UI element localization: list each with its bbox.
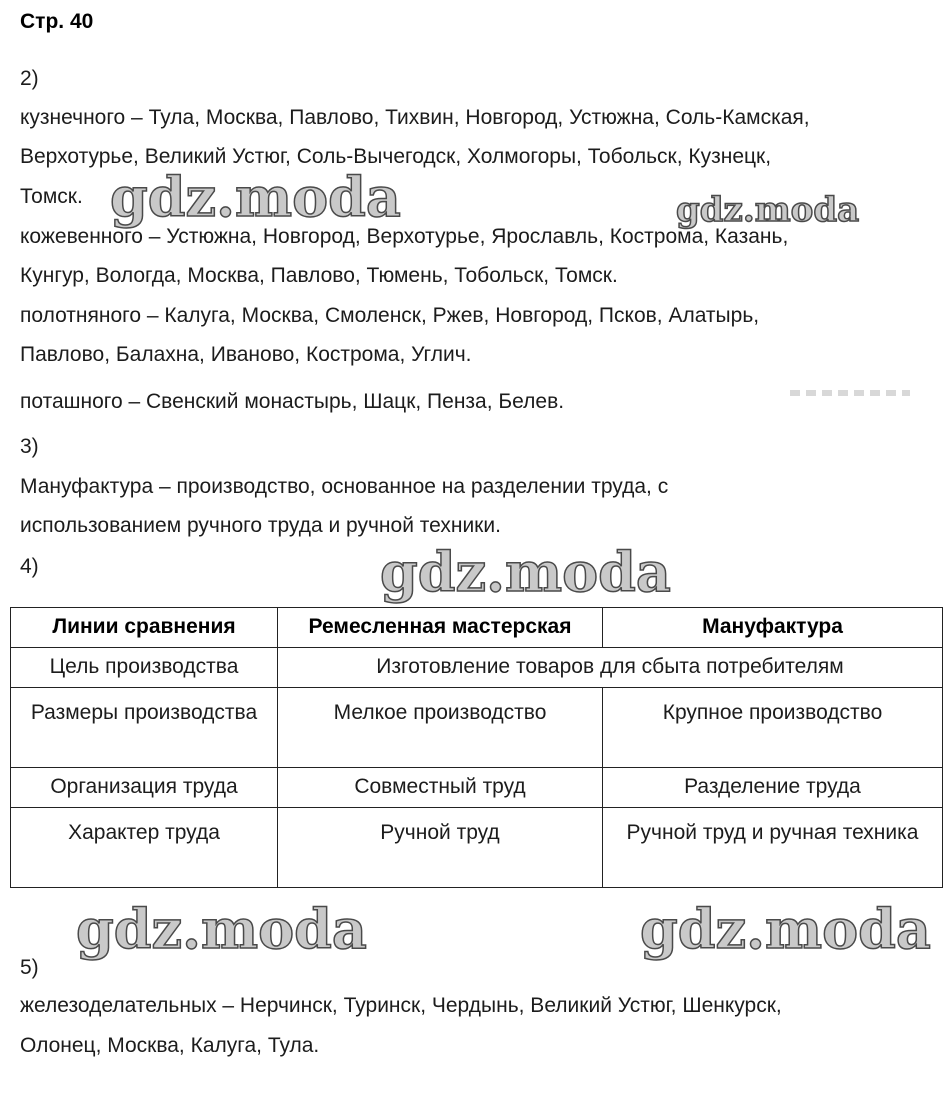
- section-2-line-6: полотняного – Калуга, Москва, Смоленск, Ржев, Новгород, Псков, Алатырь,: [20, 304, 760, 327]
- section-3-line-2: использованием ручного труда и ручной техники.: [20, 514, 501, 537]
- section-3-number: 3): [20, 435, 39, 458]
- table-cell-craft: Ручной труд: [278, 808, 603, 888]
- table-cell-craft: Совместный труд: [278, 768, 603, 808]
- section-5-line-1: железоделательных – Нерчинск, Туринск, Чердынь, Великий Устюг, Шенкурск,: [20, 994, 782, 1017]
- section-4-number: 4): [20, 555, 39, 578]
- table-row-label: Размеры производства: [11, 688, 278, 768]
- page-title: Стр. 40: [20, 10, 94, 33]
- comparison-table: [10, 607, 943, 888]
- table-row-label: Характер труда: [11, 808, 278, 888]
- section-5-line-2: Олонец, Москва, Калуга, Тула.: [20, 1034, 320, 1057]
- table-row-label: Организация труда: [11, 768, 278, 808]
- table-header-cell: Линии сравнения: [11, 608, 278, 648]
- watermark-logo: gdz.moda: [76, 897, 367, 961]
- section-2-line-8: поташного – Свенский монастырь, Шацк, Пенза, Белев.: [20, 390, 565, 413]
- table-cell-manufactory: Разделение труда: [603, 768, 943, 808]
- table-row: [11, 808, 943, 888]
- watermark-logo: gdz.moda: [676, 190, 860, 230]
- watermark-logo: gdz.moda: [110, 165, 401, 229]
- table-row: [11, 768, 943, 808]
- section-2-number: 2): [20, 67, 39, 90]
- table-header-cell: Ремесленная мастерская: [278, 608, 603, 648]
- watermark-logo: gdz.moda: [380, 540, 671, 604]
- faint-watermark-fragment: [790, 390, 910, 396]
- table-cell-craft: Мелкое производство: [278, 688, 603, 768]
- section-2-line-1: кузнечного – Тула, Москва, Павлово, Тихвин, Новгород, Устюжна, Соль-Камская,: [20, 106, 810, 129]
- section-2-line-2: Верхотурье, Великий Устюг, Соль-Вычегодск, Холмогоры, Тобольск, Кузнецк,: [20, 145, 772, 168]
- table-row: [11, 688, 943, 768]
- table-cell-manufactory: Ручной труд и ручная техника: [603, 808, 943, 888]
- watermark-logo: gdz.moda: [640, 897, 931, 961]
- section-2-line-5: Кунгур, Вологда, Москва, Павлово, Тюмень, Тобольск, Томск.: [20, 264, 618, 287]
- table-row: [11, 648, 943, 688]
- section-3-line-1: Мануфактура – производство, основанное на разделении труда, с: [20, 475, 669, 498]
- table-row-label: Цель производства: [11, 648, 278, 688]
- table-cell-manufactory: Крупное производство: [603, 688, 943, 768]
- table-header-cell: Мануфактура: [603, 608, 943, 648]
- section-2-line-3: Томск.: [20, 185, 83, 208]
- section-2-line-7: Павлово, Балахна, Иваново, Кострома, Углич.: [20, 343, 472, 366]
- table-header-row: [11, 608, 943, 648]
- section-2-line-4: кожевенного – Устюжна, Новгород, Верхотурье, Ярославль, Кострома, Казань,: [20, 225, 789, 248]
- table-merged-cell: Изготовление товаров для сбыта потребителям: [278, 648, 943, 688]
- section-5-number: 5): [20, 956, 39, 979]
